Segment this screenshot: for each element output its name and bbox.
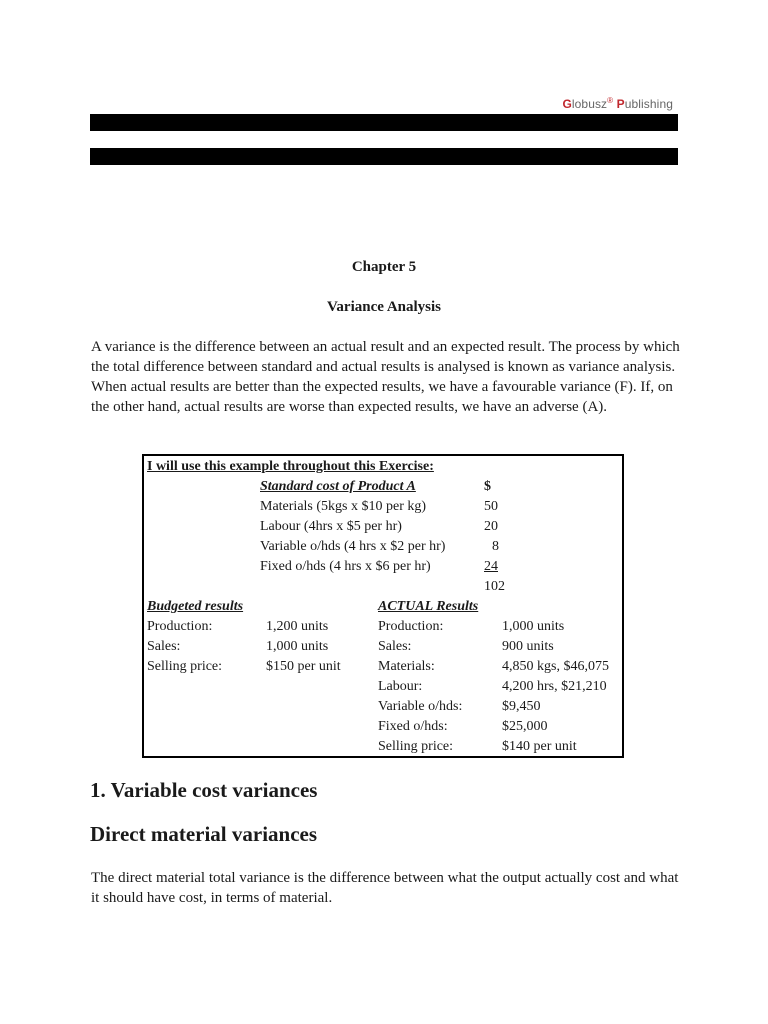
header-bar-bottom xyxy=(90,148,678,165)
actual-label: Sales: xyxy=(378,639,412,654)
closing-paragraph: The direct material total variance is the difference between what the output actually cost and what it should have cost, in terms of material. xyxy=(91,870,679,906)
actual-label: Selling price: xyxy=(378,739,454,754)
example-box xyxy=(142,454,624,758)
publisher-logo: Globusz® Publishing xyxy=(562,96,673,111)
actual-title: ACTUAL Results xyxy=(378,599,479,614)
budgeted-label: Selling price: xyxy=(147,659,223,674)
actual-value: 4,850 kgs, $46,075 xyxy=(502,659,609,674)
budgeted-value: 1,000 units xyxy=(266,639,329,654)
header-bar-top xyxy=(90,114,678,131)
budgeted-value: $150 per unit xyxy=(266,659,341,674)
standard-row-value: 50 xyxy=(484,499,498,514)
actual-label: Materials: xyxy=(378,659,435,674)
standard-row-label: Fixed o/hds (4 hrs x $6 per hr) xyxy=(260,559,431,574)
currency-header: $ xyxy=(484,479,491,494)
actual-value: 900 units xyxy=(502,639,554,654)
actual-value: 4,200 hrs, $21,210 xyxy=(502,679,607,694)
standard-total: 102 xyxy=(484,579,505,594)
standard-row-value: 20 xyxy=(484,519,498,534)
example-heading: I will use this example throughout this Exercise: xyxy=(147,459,434,474)
intro-paragraph: A variance is the difference between an actual result and an expected result. The process by which the total difference between standard and actual results is analysed is known as variance analysis. When actual results are better than the expected results, we have a favourable variance (F). If, on the other hand, actual results are worse than expected results, we have an adverse (A). xyxy=(91,339,680,415)
budgeted-label: Sales: xyxy=(147,639,181,654)
actual-value: $25,000 xyxy=(502,719,548,734)
budgeted-title: Budgeted results xyxy=(147,599,244,614)
heading-variable-cost-variances: 1. Variable cost variances xyxy=(90,778,318,802)
budgeted-value: 1,200 units xyxy=(266,619,329,634)
actual-label: Variable o/hds: xyxy=(378,699,463,714)
actual-value: 1,000 units xyxy=(502,619,565,634)
chapter-title: Chapter 5 xyxy=(351,259,417,275)
standard-row-value: 8 xyxy=(492,539,499,554)
section-title: Variance Analysis xyxy=(326,299,442,315)
standard-row-label: Labour (4hrs x $5 per hr) xyxy=(260,519,402,534)
standard-row-label: Materials (5kgs x $10 per kg) xyxy=(260,499,427,514)
standard-row-value: 24 xyxy=(484,559,498,574)
standard-cost-title: Standard cost of Product A xyxy=(260,479,416,494)
actual-value: $9,450 xyxy=(502,699,541,714)
actual-value: $140 per unit xyxy=(502,739,577,754)
actual-label: Fixed o/hds: xyxy=(378,719,448,734)
standard-row-label: Variable o/hds (4 hrs x $2 per hr) xyxy=(260,539,446,554)
actual-label: Labour: xyxy=(378,679,423,694)
heading-direct-material-variances: Direct material variances xyxy=(90,822,318,846)
actual-label: Production: xyxy=(378,619,444,634)
budgeted-label: Production: xyxy=(147,619,213,634)
